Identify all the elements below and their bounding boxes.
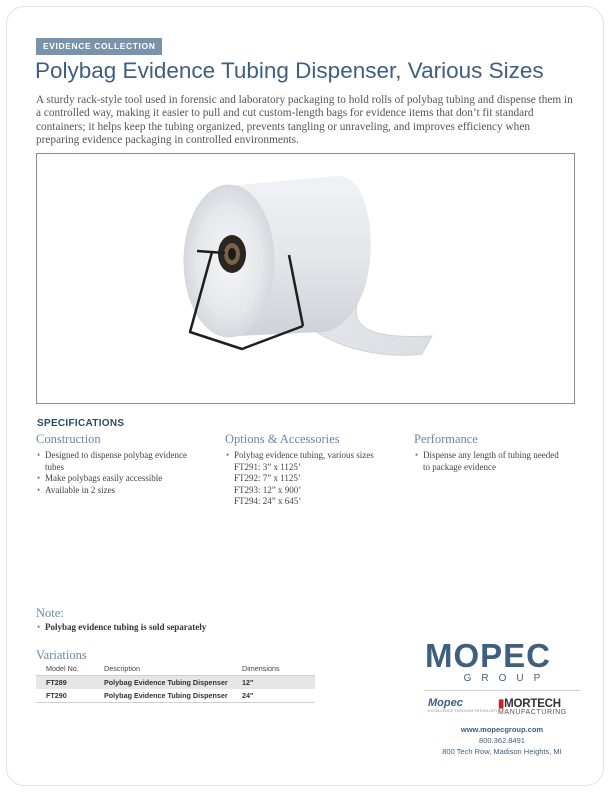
table-cell: 12"	[232, 676, 315, 690]
brand-divider	[424, 690, 580, 691]
sub-logos	[424, 695, 580, 721]
options-section	[225, 432, 395, 508]
phone-number: 800.362.8491	[479, 736, 525, 745]
mopec-sub-logo-name: Mopec	[428, 697, 463, 709]
options-sub-item: FT293: 12” x 900’	[234, 484, 302, 495]
note-item: • Polybag evidence tubing is sold separately	[36, 622, 206, 632]
construction-section	[36, 432, 206, 496]
table-cell: FT289	[36, 676, 94, 690]
dispenser-illustration	[37, 154, 574, 403]
performance-title: Performance	[414, 432, 478, 446]
table-row	[36, 676, 315, 690]
specifications-heading: SPECIFICATIONS	[37, 418, 125, 429]
note-title: Note:	[36, 606, 64, 620]
options-sub-item: FT294: 24” x 645’	[234, 496, 302, 507]
mopec-sub-logo-tagline: EXCELLENCE THROUGH PATHOLOGY	[428, 709, 498, 713]
category-tag: EVIDENCE COLLECTION	[36, 38, 162, 55]
table-row	[36, 689, 315, 703]
group-wordmark: GROUP	[463, 673, 551, 684]
page-title: Polybag Evidence Tubing Dispenser, Various Sizes	[35, 58, 544, 83]
mortech-name: MORTECH	[504, 698, 561, 710]
options-sub-item: FT291: 3” x 1125’	[234, 461, 301, 472]
brand-block	[424, 637, 580, 721]
column-header: Model No.	[36, 662, 94, 676]
options-sub-item: FT292: 7” x 1125’	[234, 473, 301, 484]
performance-section	[414, 432, 584, 473]
product-description: A sturdy rack-style tool used in forensic and laboratory packaging to hold rolls of polybag tubing and dispense them in a controlled way, making it easier to pull and cut custom-length bags for evidence items that don’t fit standard containers; it helps keep the tubing organized, prevents tangling or unraveling, and improves efficiency when preparing evidence packaging in controlled environments.	[36, 94, 573, 146]
mopec-sub-logo	[428, 697, 498, 713]
address: 800 Tech Row, Madison Heights, MI	[442, 747, 562, 756]
mortech-logo	[498, 696, 567, 716]
mortech-logo-tagline: MANUFACTURING	[498, 709, 567, 716]
table-cell: Polybag Evidence Tubing Dispenser	[94, 689, 232, 703]
options-title: Options & Accessories	[225, 432, 340, 446]
mortech-mark-icon: ▮	[498, 698, 505, 710]
website-link[interactable]: www.mopecgroup.com	[460, 725, 544, 734]
column-header: Dimensions	[232, 662, 315, 676]
variations-title: Variations	[36, 648, 87, 662]
options-item: • Polybag evidence tubing, various sizes	[225, 450, 384, 462]
product-photo	[36, 153, 575, 404]
construction-title: Construction	[36, 432, 101, 446]
performance-item: • Dispense any length of tubing needed to package evidence	[414, 450, 563, 473]
variations-table	[36, 662, 315, 703]
table-cell: FT290	[36, 689, 94, 703]
construction-item: • Make polybags easily accessible	[36, 473, 206, 485]
contact-block	[424, 724, 580, 757]
column-header: Description	[94, 662, 232, 676]
mortech-logo-name	[498, 696, 567, 710]
table-header-row	[36, 662, 315, 676]
table-cell: 24"	[232, 689, 315, 703]
mopec-logo: MOPEC	[425, 637, 552, 674]
construction-item: • Designed to dispense polybag evidence tubes	[36, 450, 195, 473]
construction-item: • Available in 2 sizes	[36, 485, 206, 497]
table-cell: Polybag Evidence Tubing Dispenser	[94, 676, 232, 690]
